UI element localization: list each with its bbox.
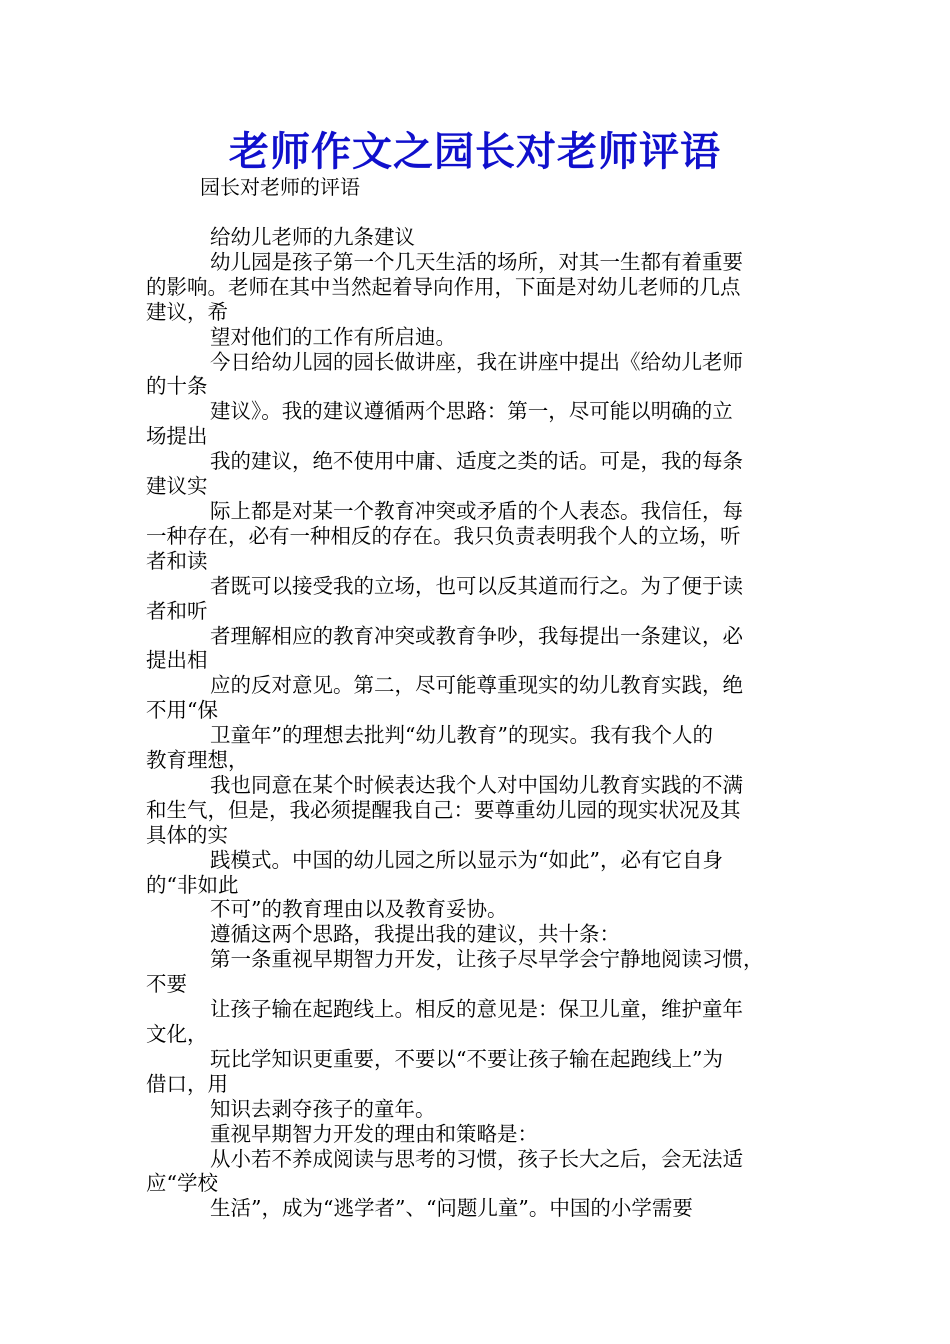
body-line: 的影响。老师在其中当然起着导向作用，下面是对幼儿老师的几点 [146,274,741,299]
body-line: 借口，用 [146,1071,228,1096]
body-line: 的“非如此 [146,872,239,897]
body-line: 今日给幼儿园的园长做讲座，我在讲座中提出《给幼儿老师 [210,349,743,374]
body-line: 幼儿园是孩子第一个几天生活的场所，对其一生都有着重要 [210,249,743,274]
body-line: 践模式。中国的幼儿园之所以显示为“如此”，必有它自身 [210,847,723,872]
body-line: 让孩子输在起跑线上。相反的意见是：保卫儿童，维护童年 [210,997,743,1022]
body-line: 给幼儿老师的九条建议 [210,225,415,249]
body-line: 生活”，成为“逃学者”、“问题儿童”。中国的小学需要 [210,1196,693,1221]
body-line: 一种存在，必有一种相反的存在。我只负责表明我个人的立场，听 [146,523,741,548]
body-line: 卫童年”的理想去批判“幼儿教育”的现实。我有我个人的 [210,723,713,748]
document-title: 老师作文之园长对老师评语 [229,128,721,175]
body-line: 我的建议，绝不使用中庸、适度之类的话。可是，我的每条 [210,449,743,474]
body-line: 玩比学知识更重要，不要以“不要让孩子输在起跑线上”为 [210,1046,723,1071]
body-line: 者和听 [146,598,208,623]
body-line: 文化， [146,1022,208,1046]
body-line: 提出相 [146,648,208,673]
body-line: 场提出 [146,424,208,449]
body-line: 重视早期智力开发的理由和策略是： [210,1121,538,1146]
body-line: 者和读 [146,548,208,573]
body-line: 和生气，但是，我必须提醒我自己：要尊重幼儿园的现实状况及其 [146,797,741,822]
body-line: 从小若不养成阅读与思考的习惯，孩子长大之后，会无法适 [210,1146,743,1171]
body-line: 我也同意在某个时候表达我个人对中国幼儿教育实践的不满 [210,772,743,797]
body-line: 望对他们的工作有所启迪。 [210,324,456,349]
body-line: 者既可以接受我的立场，也可以反其道而行之。为了便于读 [210,573,743,598]
body-line: 际上都是对某一个教育冲突或矛盾的个人表态。我信任，每 [210,498,743,523]
body-line: 应“学校 [146,1171,218,1196]
body-line: 建议，希 [146,299,228,324]
body-line: 建议》。我的建议遵循两个思路：第一，尽可能以明确的立 [210,399,733,424]
body-line: 遵循这两个思路，我提出我的建议，共十条： [210,922,620,947]
body-line: 第一条重视早期智力开发，让孩子尽早学会宁静地阅读习惯， [210,947,764,972]
body-line: 者理解相应的教育冲突或教育争吵，我每提出一条建议，必 [210,623,743,648]
body-line: 知识去剥夺孩子的童年。 [210,1096,436,1121]
document-subtitle: 园长对老师的评语 [200,175,360,199]
body-line: 不用“保 [146,698,218,723]
document-body [146,225,810,1221]
body-line: 的十条 [146,374,208,399]
body-line: 不可”的教育理由以及教育妥协。 [210,897,508,922]
body-line: 应的反对意见。第二，尽可能尊重现实的幼儿教育实践，绝 [210,673,743,698]
body-line: 不要 [146,972,187,997]
body-line: 教育理想， [146,748,249,773]
body-line: 建议实 [146,474,208,499]
body-line: 具体的实 [146,822,228,847]
